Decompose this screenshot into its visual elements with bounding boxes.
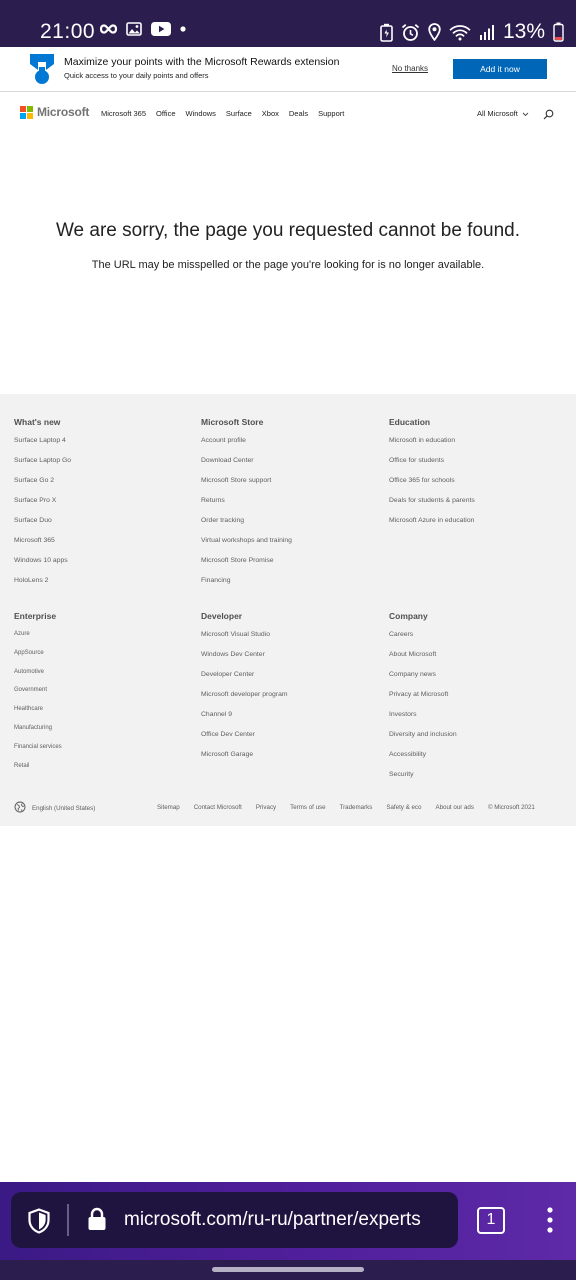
footer-link[interactable]: Financing <box>201 577 231 584</box>
footer-link[interactable]: Investors <box>389 711 417 718</box>
footer-link[interactable]: Diversity and inclusion <box>389 731 457 738</box>
site-footer <box>0 394 576 826</box>
footer-heading: Education <box>389 417 431 427</box>
footer-link[interactable]: Surface Duo <box>14 517 52 524</box>
footer-link[interactable]: Microsoft in education <box>389 437 456 444</box>
footer-link[interactable]: Windows 10 apps <box>14 557 68 564</box>
footer-link[interactable]: Windows Dev Center <box>201 651 265 658</box>
wifi-icon <box>449 24 471 41</box>
nav-microsoft-365[interactable]: Microsoft 365 <box>101 109 147 118</box>
rewards-subtitle: Quick access to your daily points and offers <box>64 71 209 80</box>
signal-icon <box>479 24 495 41</box>
footer-link[interactable]: Microsoft Store Promise <box>201 557 274 564</box>
footer-link[interactable]: Office for students <box>389 457 445 464</box>
menu-icon[interactable] <box>546 1207 554 1238</box>
footer-link[interactable]: Office Dev Center <box>201 731 255 738</box>
footer-link[interactable]: Financial services <box>14 743 62 750</box>
footer-link[interactable]: Download Center <box>201 457 254 464</box>
footer-heading: What's new <box>14 417 61 427</box>
footer-link[interactable]: Surface Pro X <box>14 497 57 504</box>
rewards-title: Maximize your points with the Microsoft Rewards extension <box>64 56 340 68</box>
address-bar[interactable] <box>11 1192 458 1248</box>
nav-surface[interactable]: Surface <box>225 109 252 118</box>
nav-windows[interactable]: Windows <box>185 109 216 118</box>
microsoft-logo-text: Microsoft <box>37 105 90 119</box>
dot-icon <box>180 26 186 32</box>
footer-link[interactable]: Accessibility <box>389 751 427 758</box>
footer-link[interactable]: Retail <box>14 762 30 769</box>
footer-bottom <box>0 801 576 815</box>
footer-link[interactable]: HoloLens 2 <box>14 577 49 584</box>
footer-link[interactable]: Company news <box>389 671 436 678</box>
footer-link[interactable]: Microsoft 365 <box>14 537 55 544</box>
footer-column-microsoft-store <box>201 417 292 596</box>
home-gesture-bar[interactable] <box>212 1267 364 1272</box>
nav-deals[interactable]: Deals <box>288 109 309 118</box>
add-it-now-button[interactable]: Add it now <box>453 59 547 79</box>
footer-link[interactable]: Order tracking <box>201 517 245 524</box>
footer-heading: Company <box>389 611 428 621</box>
footer-link[interactable]: Security <box>389 771 414 778</box>
status-bar <box>0 0 576 47</box>
footer-link[interactable]: Surface Go 2 <box>14 477 55 484</box>
footer-safety-link[interactable]: Safety & eco <box>386 804 422 811</box>
rewards-banner <box>0 47 576 92</box>
footer-link[interactable]: Privacy at Microsoft <box>389 691 449 698</box>
footer-column-education <box>389 417 475 536</box>
footer-link[interactable]: Automotive <box>14 668 45 675</box>
footer-link[interactable]: Virtual workshops and training <box>201 537 292 544</box>
system-icons <box>380 20 564 44</box>
all-microsoft-label: All Microsoft <box>477 109 518 118</box>
footer-heading: Enterprise <box>14 611 57 621</box>
footer-column-company <box>389 611 457 790</box>
footer-contact-link[interactable]: Contact Microsoft <box>193 804 242 811</box>
address-divider <box>67 1204 69 1236</box>
footer-link[interactable]: Surface Laptop 4 <box>14 437 66 444</box>
nav-xbox[interactable]: Xbox <box>261 109 279 118</box>
footer-heading: Microsoft Store <box>201 417 264 427</box>
footer-link[interactable]: Manufacturing <box>14 724 53 731</box>
footer-link[interactable]: Surface Laptop Go <box>14 457 72 464</box>
footer-link[interactable]: Channel 9 <box>201 711 232 718</box>
footer-link[interactable]: Healthcare <box>14 706 44 713</box>
search-icon[interactable] <box>543 107 554 125</box>
footer-link[interactable]: Account profile <box>201 437 246 444</box>
microsoft-logo[interactable] <box>20 105 89 119</box>
footer-link[interactable]: Developer Center <box>201 671 255 678</box>
footer-link[interactable]: Deals for students & parents <box>389 497 475 504</box>
no-thanks-link[interactable]: No thanks <box>392 64 429 73</box>
location-icon <box>428 23 441 41</box>
footer-link[interactable]: Careers <box>389 631 414 638</box>
footer-link[interactable]: Microsoft developer program <box>201 691 288 698</box>
footer-link[interactable]: Office 365 for schools <box>389 477 455 484</box>
language-selector[interactable] <box>14 801 95 815</box>
footer-column-whats-new <box>14 417 71 596</box>
globe-icon <box>14 801 26 815</box>
youtube-icon <box>151 22 171 36</box>
system-nav-bar <box>0 1260 576 1280</box>
battery-percent: 13% <box>502 20 545 43</box>
footer-column-developer <box>201 611 288 770</box>
nav-office[interactable]: Office <box>156 109 176 118</box>
infinity-icon <box>100 24 117 34</box>
lock-icon[interactable] <box>87 1207 107 1236</box>
footer-trademarks-link[interactable]: Trademarks <box>339 804 373 811</box>
footer-link[interactable]: Microsoft Azure in education <box>389 517 475 524</box>
image-icon <box>126 22 142 36</box>
error-message: The URL may be misspelled or the page you're looking for is no longer available. <box>91 259 485 271</box>
nav-support[interactable]: Support <box>318 109 345 118</box>
battery-saver-icon <box>380 23 393 42</box>
footer-copyright: © Microsoft 2021 <box>487 804 535 811</box>
browser-toolbar <box>0 1182 576 1260</box>
footer-terms-link[interactable]: Terms of use <box>290 804 326 811</box>
url-text[interactable]: microsoft.com/ru-ru/partner/experts <box>124 1209 421 1230</box>
rewards-icon <box>28 53 56 90</box>
status-time: 21:00 <box>40 20 96 43</box>
footer-heading: Developer <box>201 611 243 621</box>
battery-icon <box>553 22 564 42</box>
footer-legal-links <box>157 804 535 811</box>
tabs-icon[interactable]: 1 <box>477 1207 505 1234</box>
chevron-down-icon <box>520 109 529 118</box>
footer-link[interactable]: Government <box>14 687 48 694</box>
footer-link[interactable]: Microsoft Visual Studio <box>201 631 271 638</box>
footer-link[interactable]: Microsoft Store support <box>201 477 272 484</box>
microsoft-logo-icon <box>20 106 33 119</box>
footer-link[interactable]: Returns <box>201 497 225 504</box>
all-microsoft-menu[interactable] <box>477 109 529 118</box>
notification-icons <box>100 22 186 36</box>
alarm-icon <box>401 23 420 42</box>
shield-icon[interactable] <box>27 1208 51 1239</box>
footer-link[interactable]: About Microsoft <box>389 651 437 658</box>
site-header <box>0 92 576 132</box>
language-label: English (United States) <box>32 804 96 812</box>
footer-link[interactable]: Microsoft Garage <box>201 751 254 758</box>
main-nav <box>101 109 344 118</box>
footer-ads-link[interactable]: About our ads <box>435 804 474 811</box>
footer-privacy-link[interactable]: Privacy <box>255 804 277 811</box>
error-title: We are sorry, the page you requested cannot be found. <box>55 220 521 241</box>
footer-link[interactable]: AppSource <box>14 649 44 656</box>
footer-sitemap-link[interactable]: Sitemap <box>157 804 180 811</box>
footer-column-enterprise <box>14 611 62 780</box>
footer-link[interactable]: Azure <box>14 631 30 637</box>
